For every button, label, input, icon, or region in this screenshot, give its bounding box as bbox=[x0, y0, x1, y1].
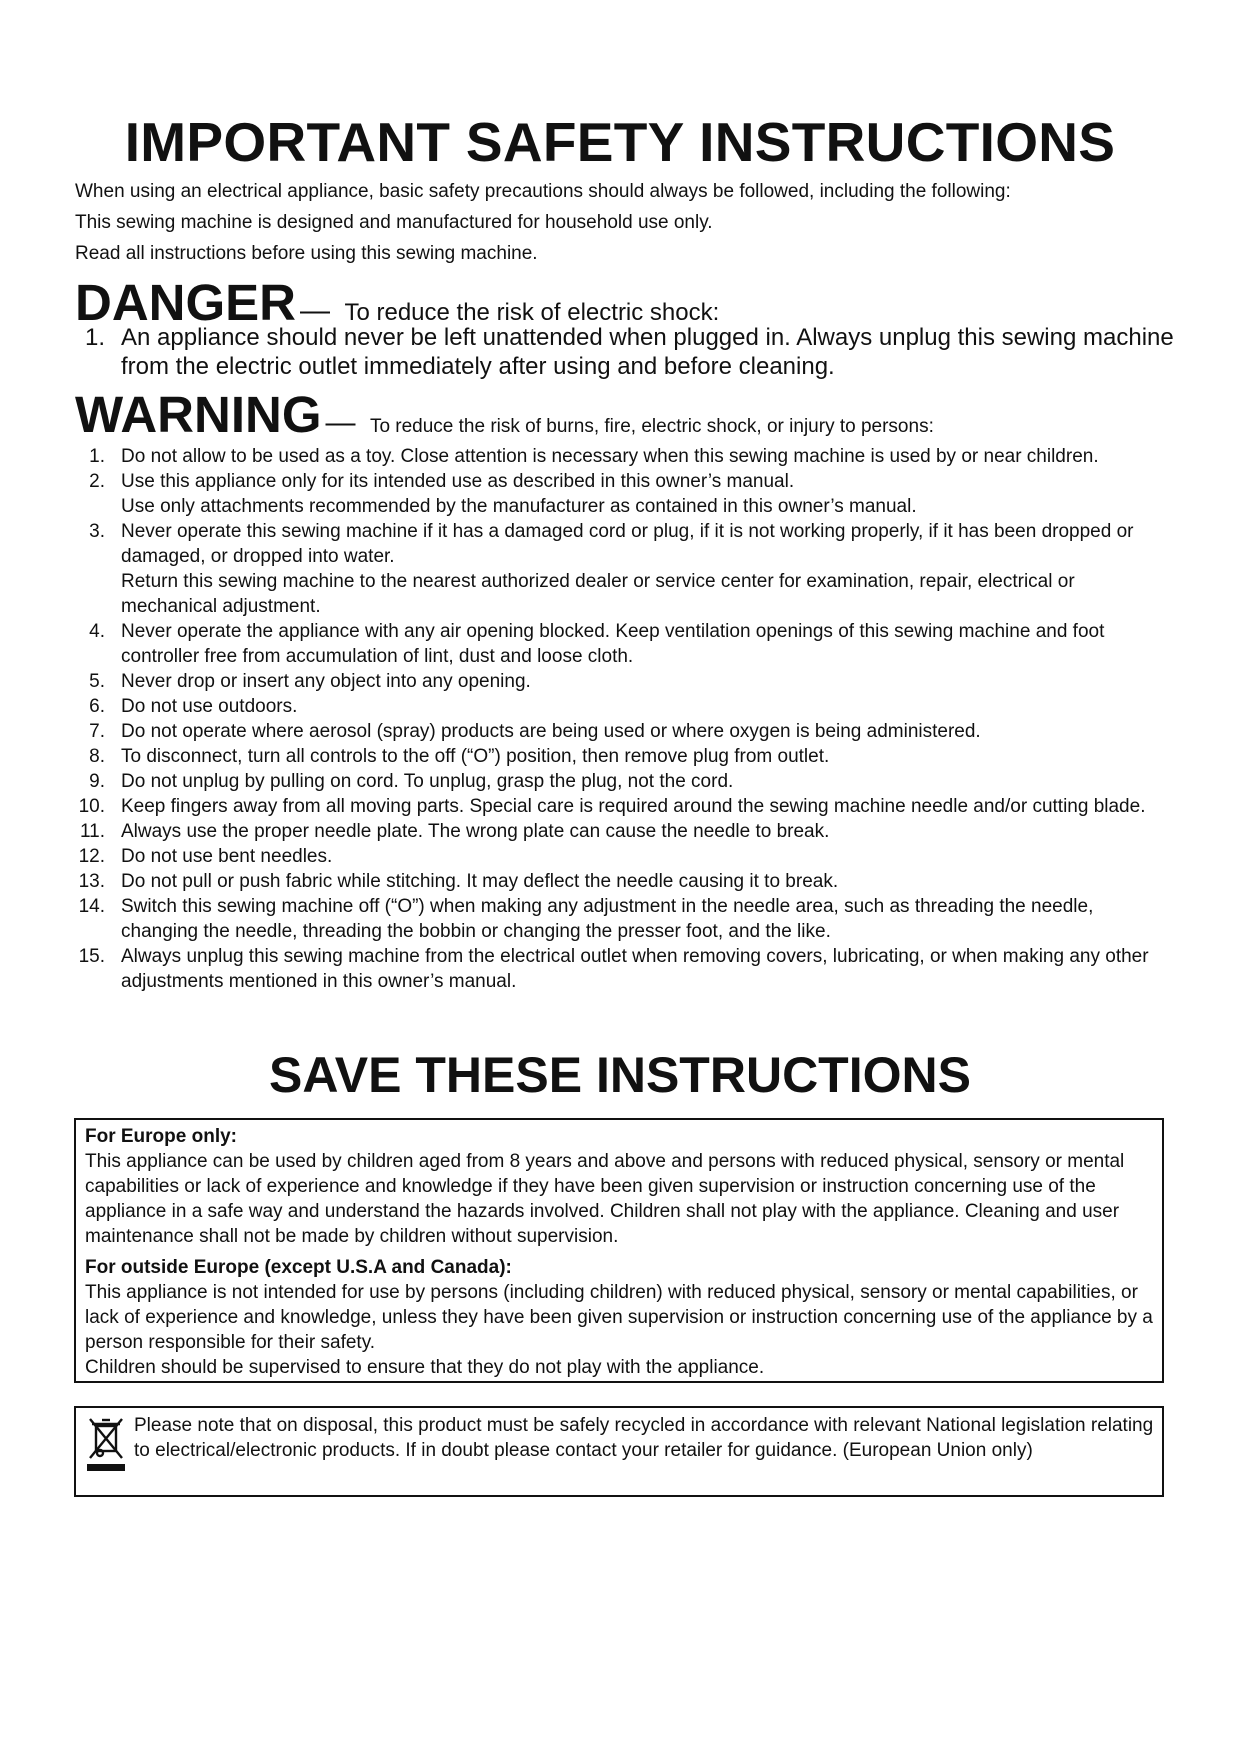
item-text: Switch this sewing machine off (“O”) when making any adjustment in the needle area, such as threading the needle, changing the needle, threading the bobbin or changing the presser foot, and the like. bbox=[121, 896, 1094, 942]
danger-list bbox=[75, 323, 1175, 381]
item-text: Do not use bent needles. bbox=[121, 846, 333, 867]
item-number: 13. bbox=[78, 871, 105, 892]
item-text: To disconnect, turn all controls to the off (“O”) position, then remove plug from outlet. bbox=[121, 746, 830, 767]
item-number: 15. bbox=[78, 946, 105, 967]
list-item bbox=[75, 844, 1175, 869]
item-text: Keep fingers away from all moving parts. Special care is required around the sewing machine needle and/or cutting blade. bbox=[121, 796, 1146, 817]
warning-dash: — bbox=[325, 406, 356, 439]
item-text: Always use the proper needle plate. The wrong plate can cause the needle to break. bbox=[121, 821, 830, 842]
list-item bbox=[75, 769, 1175, 794]
list-item bbox=[75, 519, 1175, 619]
europe-text: This appliance can be used by children aged from 8 years and above and persons with reduced physical, sensory or mental capabilities or lack of experience and knowledge if they have been given supervision or instruction concerning use of the appliance in a safe way and understand the hazards involved. Children shall not play with the appliance. Cleaning and user maintenance shall not be made by children without supervision. bbox=[85, 1151, 1125, 1247]
item-number: 2. bbox=[89, 471, 105, 492]
list-item bbox=[75, 444, 1175, 469]
warning-subtitle: To reduce the risk of burns, fire, electric shock, or injury to persons: bbox=[369, 416, 934, 437]
intro-line-3: Read all instructions before using this sewing machine. bbox=[75, 243, 538, 264]
list-item bbox=[75, 619, 1175, 669]
list-item bbox=[75, 944, 1175, 994]
item-text-extra: Use only attachments recommended by the manufacturer as contained in this owner’s manual. bbox=[121, 496, 917, 517]
item-number: 4. bbox=[89, 621, 105, 642]
warning-list bbox=[75, 444, 1175, 994]
danger-dash: — bbox=[300, 294, 331, 327]
child-safety-notice-box bbox=[74, 1118, 1164, 1383]
intro-line-1: When using an electrical appliance, basic safety precautions should always be followed, including the following: bbox=[75, 181, 1011, 202]
item-text: Do not allow to be used as a toy. Close attention is necessary when this sewing machine is used by or near children. bbox=[121, 446, 1099, 467]
intro-line-2: This sewing machine is designed and manufactured for household use only. bbox=[75, 212, 713, 233]
item-number: 1. bbox=[89, 446, 105, 467]
outside-europe-text: This appliance is not intended for use by persons (including children) with reduced physical, sensory or mental capabilities, or lack of experience and knowledge, unless they have been given supervision or instruction concerning use of the appliance by a person responsible for their safety. bbox=[85, 1282, 1153, 1353]
item-number: 6. bbox=[89, 696, 105, 717]
item-text: Always unplug this sewing machine from the electrical outlet when removing covers, lubricating, or when making any other adjustments mentioned in this owner’s manual. bbox=[121, 946, 1149, 992]
item-number: 12. bbox=[78, 846, 105, 867]
item-number: 5. bbox=[89, 671, 105, 692]
item-number: 7. bbox=[89, 721, 105, 742]
item-number: 11. bbox=[79, 821, 105, 842]
list-item bbox=[75, 719, 1175, 744]
europe-heading: For Europe only: bbox=[85, 1126, 237, 1147]
item-text: Never operate the appliance with any air opening blocked. Keep ventilation openings of this sewing machine and foot controller free from accumulation of lint, dust and loose cloth. bbox=[121, 621, 1105, 667]
item-number: 3. bbox=[89, 521, 105, 542]
item-number: 14. bbox=[78, 896, 105, 917]
item-text: Never drop or insert any object into any opening. bbox=[121, 671, 531, 692]
list-item bbox=[75, 869, 1175, 894]
outside-europe-text-2: Children should be supervised to ensure that they do not play with the appliance. bbox=[85, 1357, 765, 1378]
save-instructions-heading: SAVE THESE INSTRUCTIONS bbox=[269, 1047, 971, 1103]
crossed-out-wheelie-bin-icon bbox=[86, 1416, 126, 1474]
warning-label: WARNING bbox=[75, 386, 322, 443]
item-text-extra: Return this sewing machine to the nearest authorized dealer or service center for examination, repair, electrical or mechanical adjustment. bbox=[121, 571, 1075, 617]
item-text: Never operate this sewing machine if it has a damaged cord or plug, if it is not working properly, if it has been dropped or damaged, or dropped into water. bbox=[121, 521, 1134, 567]
item-number: 9. bbox=[89, 771, 105, 792]
item-text: Do not unplug by pulling on cord. To unplug, grasp the plug, not the cord. bbox=[121, 771, 734, 792]
item-text: An appliance should never be left unattended when plugged in. Always unplug this sewing machine from the electric outlet immediately after using and before cleaning. bbox=[121, 324, 1174, 380]
disposal-notice-box bbox=[74, 1406, 1164, 1497]
list-item bbox=[75, 694, 1175, 719]
item-number: 1. bbox=[84, 324, 105, 351]
list-item bbox=[75, 894, 1175, 944]
item-text: Use this appliance only for its intended use as described in this owner’s manual. bbox=[121, 471, 795, 492]
list-item bbox=[75, 669, 1175, 694]
list-item bbox=[75, 794, 1175, 819]
warning-header bbox=[75, 387, 934, 443]
outside-europe-heading: For outside Europe (except U.S.A and Canada): bbox=[85, 1257, 512, 1278]
item-text: Do not operate where aerosol (spray) products are being used or where oxygen is being administered. bbox=[121, 721, 981, 742]
page-title: IMPORTANT SAFETY INSTRUCTIONS bbox=[124, 111, 1116, 173]
danger-subtitle: To reduce the risk of electric shock: bbox=[344, 299, 720, 326]
item-number: 10. bbox=[78, 796, 105, 817]
item-text: Do not use outdoors. bbox=[121, 696, 298, 717]
list-item bbox=[75, 469, 1175, 519]
list-item bbox=[75, 323, 1175, 381]
list-item bbox=[75, 819, 1175, 844]
danger-label: DANGER bbox=[75, 274, 297, 331]
list-item bbox=[75, 744, 1175, 769]
item-text: Do not pull or push fabric while stitching. It may deflect the needle causing it to break. bbox=[121, 871, 839, 892]
disposal-text: Please note that on disposal, this product must be safely recycled in accordance with relevant National legislation relating to electrical/electronic products. If in doubt please contact your retailer for guidance. (European Union only) bbox=[134, 1415, 1154, 1461]
item-number: 8. bbox=[89, 746, 105, 767]
